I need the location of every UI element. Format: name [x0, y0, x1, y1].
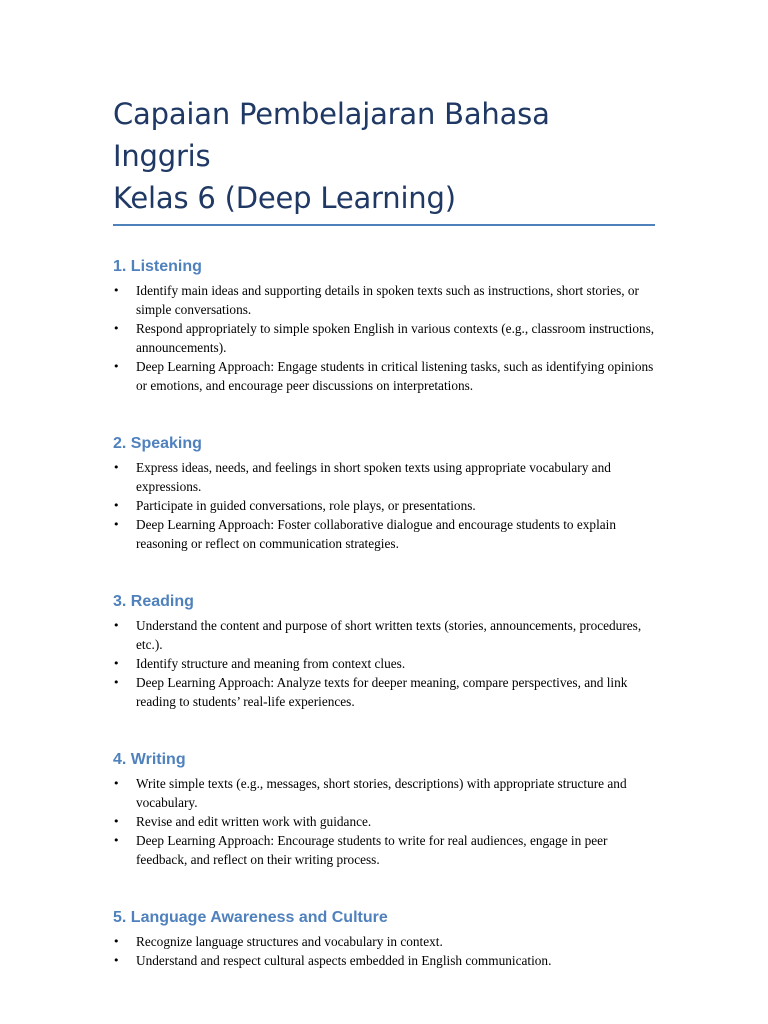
bullet-list [113, 932, 655, 970]
bullet-icon: • [113, 619, 120, 632]
bullet-icon: • [113, 284, 120, 297]
list-item [113, 932, 655, 951]
document-title [113, 93, 655, 226]
list-item-text: Revise and edit written work with guidance. [136, 814, 372, 829]
list-item [113, 319, 655, 357]
section-heading: 1. Listening [113, 258, 202, 275]
list-item-text: Deep Learning Approach: Engage students in critical listening tasks, such as identifying opinions or emotions, and encourage peer discussions on interpretations. [136, 359, 654, 393]
section-4 [113, 750, 655, 869]
list-item-text: Respond appropriately to simple spoken English in various contexts (e.g., classroom instructions, announcements). [136, 321, 655, 355]
bullet-icon: • [113, 322, 120, 335]
list-item-text: Express ideas, needs, and feelings in short spoken texts using appropriate vocabulary and expressions. [136, 460, 611, 494]
bullet-list [113, 616, 655, 711]
list-item [113, 281, 655, 319]
list-item-text: Identify structure and meaning from context clues. [136, 656, 406, 671]
list-item [113, 831, 655, 869]
bullet-icon: • [113, 518, 120, 531]
list-item [113, 812, 655, 831]
section-heading: 2. Speaking [113, 435, 202, 452]
bullet-icon: • [113, 834, 120, 847]
bullet-list [113, 458, 655, 553]
list-item [113, 673, 655, 711]
bullet-icon: • [113, 360, 120, 373]
list-item [113, 357, 655, 395]
bullet-icon: • [113, 499, 120, 512]
bullet-icon: • [113, 815, 120, 828]
section-3 [113, 592, 655, 711]
list-item-text: Recognize language structures and vocabulary in context. [136, 934, 443, 949]
bullet-icon: • [113, 935, 120, 948]
section-5 [113, 908, 655, 970]
bullet-icon: • [113, 777, 120, 790]
list-item-text: Participate in guided conversations, role plays, or presentations. [136, 498, 476, 513]
bullet-icon: • [113, 461, 120, 474]
bullet-icon: • [113, 954, 120, 967]
list-item [113, 515, 655, 553]
section-heading: 3. Reading [113, 593, 194, 610]
sections-container [113, 257, 655, 970]
list-item [113, 458, 655, 496]
document-page [113, 93, 655, 970]
title-line-2: Kelas 6 (Deep Learning) [113, 181, 456, 215]
list-item [113, 496, 655, 515]
list-item-text: Deep Learning Approach: Encourage students to write for real audiences, engage in peer feedback, and reflect on their writing process. [136, 833, 608, 867]
list-item-text: Understand the content and purpose of short written texts (stories, announcements, procedures, etc.). [136, 618, 642, 652]
list-item [113, 654, 655, 673]
section-heading: 4. Writing [113, 751, 186, 768]
list-item-text: Identify main ideas and supporting details in spoken texts such as instructions, short stories, or simple conversations. [136, 283, 639, 317]
section-heading: 5. Language Awareness and Culture [113, 909, 388, 926]
list-item-text: Understand and respect cultural aspects embedded in English communication. [136, 953, 552, 968]
list-item-text: Deep Learning Approach: Foster collaborative dialogue and encourage students to explain reasoning or reflect on communication strategies. [136, 517, 617, 551]
section-1 [113, 257, 655, 395]
list-item-text: Write simple texts (e.g., messages, short stories, descriptions) with appropriate structure and vocabulary. [136, 776, 627, 810]
list-item [113, 774, 655, 812]
bullet-icon: • [113, 676, 120, 689]
list-item [113, 951, 655, 970]
list-item [113, 616, 655, 654]
bullet-list [113, 281, 655, 395]
title-line-1: Capaian Pembelajaran Bahasa Inggris [113, 97, 550, 173]
section-2 [113, 434, 655, 553]
bullet-list [113, 774, 655, 869]
bullet-icon: • [113, 657, 120, 670]
list-item-text: Deep Learning Approach: Analyze texts for deeper meaning, compare perspectives, and link reading to students’ real-life experiences. [136, 675, 628, 709]
